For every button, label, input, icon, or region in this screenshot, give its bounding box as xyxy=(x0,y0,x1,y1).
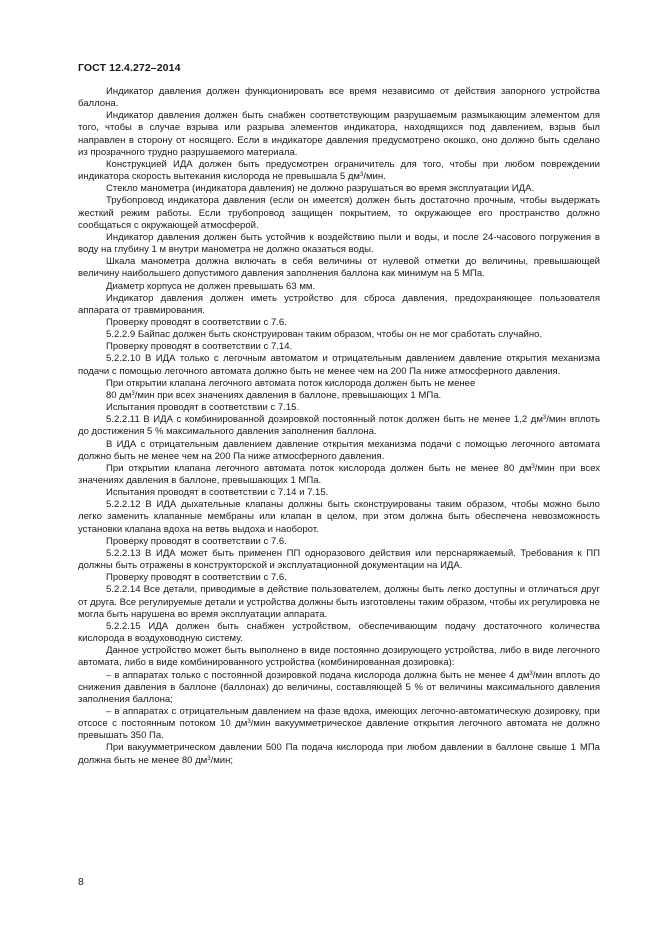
paragraph: Проверку проводят в соответствии с 7.6. xyxy=(106,572,287,584)
paragraph: Трубопровод индикатора давления (если он имеется) должен быть достаточно прочным, чтобы выдержать жесткий режим работы. Если трубопровод защищен покрытием, то окружающее его пространство должно сообщаться с окружающей атмосферой. xyxy=(78,195,600,231)
paragraph: В ИДА с отрицательным давлением давление открытия механизма подачи с помощью легочного автомата должно быть не менее чем на 200 Па ниже атмосферного давления. xyxy=(78,438,600,462)
paragraph: – в аппаратах только с постоянной дозировкой подача кислорода должна быть не менее 4 $дм^3$/мин вплоть до снижения давления в баллоне (баллонах) до величины, составляющей 5 % от величины максимального давления заполнения баллона; xyxy=(78,669,601,705)
paragraph: Индикатор давления должен функционировать все время независимо от действия запорного устройства баллона. xyxy=(78,86,600,110)
paragraph: Конструкцией ИДА должен быть предусмотрен ограничитель для того, чтобы при любом повреждении индикатора скорость вытекания кислорода не превышала 5 $дм^3$/мин. xyxy=(78,158,600,183)
paragraph: Данное устройство может быть выполнено в виде постоянно дозирующего устройства, либо в виде легочного автомата, либо в виде комбинированного устройства (комбинированная дозировка): xyxy=(78,645,600,669)
paragraph: Шкала манометра должна включать в себя величины от нулевой отметки до величины, превышающей величину наибольшего допустимого давления заполнения баллона как минимум на 5 МПа. xyxy=(78,256,600,280)
paragraph: Испытания проводят в соответствии с 7.14 и 7.15. xyxy=(106,487,329,499)
paragraph: Индикатор давления должен иметь устройство для сброса давления, предохраняющее пользователя аппарата от травмирования. xyxy=(78,292,600,316)
paragraph: Проверку проводят в соответствии с 7.14. xyxy=(106,341,293,353)
paragraph: Индикатор давления должен быть устойчив к воздействию пыли и воды, и после 24-часового погружения в воду на глубину 1 м внутри манометра не должно оказаться воды. xyxy=(78,231,600,256)
paragraph: Испытания проводят в соответствии с 7.15. xyxy=(106,402,300,414)
paragraph: Индикатор давления должен быть снабжен соответствующим разрушаемым размыкающим элементом для того, чтобы в случае взрыва или разрыва элементов индикатора, находящихся под давлением, взрыв был направлен в сторону от носящего. Если в индикаторе давления предусмотрено окошко, оно должно быть сделано из прозрачного трудно разрушаемого материала. xyxy=(78,110,600,158)
paragraph: Диаметр корпуса не должен превышать 63 мм. xyxy=(106,280,316,292)
paragraph: 5.2.2.12 В ИДА дыхательные клапаны должны быть сконструированы таким образом, чтобы можно было легко заменить клапанные мембраны или клапан в целом, при этом должна быть обеспечена невозможность установки клапана вдоха на ветвь выдоха и наоборот. xyxy=(78,499,600,535)
paragraph: 5.2.2.13 В ИДА может быть применен ПП одноразового действия или перснаряжаемый. Требования к ПП должны быть отражены в конструкторской и эксплуатационной документации на ИДА. xyxy=(78,547,600,572)
paragraph: – в аппаратах с отрицательным давлением на фазе вдоха, имеющих легочно-автоматическую дозировку, при отсосе с постоянным потоком 10 $дм^3$/мин вакуумметрическое давление открытия легочного автомата не должно превышать 350 Па. xyxy=(78,705,600,742)
paragraph: 5.2.2.14 Все детали, приводимые в действие пользователем, должны быть легко доступны и отличаться друг от друга. Все регулируемые детали и устройства должны быть изготовлены таким образом, чтобы их регулировка не могла быть нарушена во время эксплуатации аппарата. xyxy=(78,584,600,620)
page-number: 8 xyxy=(78,876,84,888)
paragraph: 5.2.2.11 В ИДА с комбинированной дозировкой постоянный поток должен быть не менее 1,2 $дм^3$/мин вплоть до достижения 5 % максимального давления заполнения баллона. xyxy=(78,414,600,438)
document-body xyxy=(78,86,600,767)
paragraph: 5.2.2.9 Байпас должен быть сконструирован таким образом, чтобы он не мог сработать случайно. xyxy=(106,329,543,341)
paragraph: 80 $дм^3$/мин при всех значениях давления в баллоне, превышающих 1 МПа. xyxy=(106,389,442,401)
paragraph: При вакуумметрическом давлении 500 Па подача кислорода при любом давлении в баллоне свыше 1 МПа должна быть не менее 80 $дм^3$/мин; xyxy=(78,742,600,766)
paragraph: 5.2.2.10 В ИДА только с легочным автоматом и отрицательным давлением давление открытия механизма подачи с помощью легочного автомата должно быть не менее чем на 200 Па ниже атмосферного давления. xyxy=(78,353,600,377)
paragraph: 5.2.2.15 ИДА должен быть снабжен устройством, обеспечивающим подачу достаточного количества кислорода в воздуховодную систему. xyxy=(78,620,600,645)
paragraph: Проверку проводят в соответствии с 7.6. xyxy=(106,535,287,547)
paragraph: При открытии клапана легочного автомата поток кислорода должен быть не менее xyxy=(106,377,476,389)
paragraph: Стекло манометра (индикатора давления) не должно разрушаться во время эксплуатации ИДА. xyxy=(106,183,535,195)
paragraph: При открытии клапана легочного автомата поток кислорода должен быть не менее 80 $дм^3$/мин при всех значениях давления в баллоне, превышающих 1 МПа. xyxy=(78,462,600,486)
paragraph: Проверку проводят в соответствии с 7.6. xyxy=(106,316,287,328)
document-header: ГОСТ 12.4.272–2014 xyxy=(78,62,181,74)
